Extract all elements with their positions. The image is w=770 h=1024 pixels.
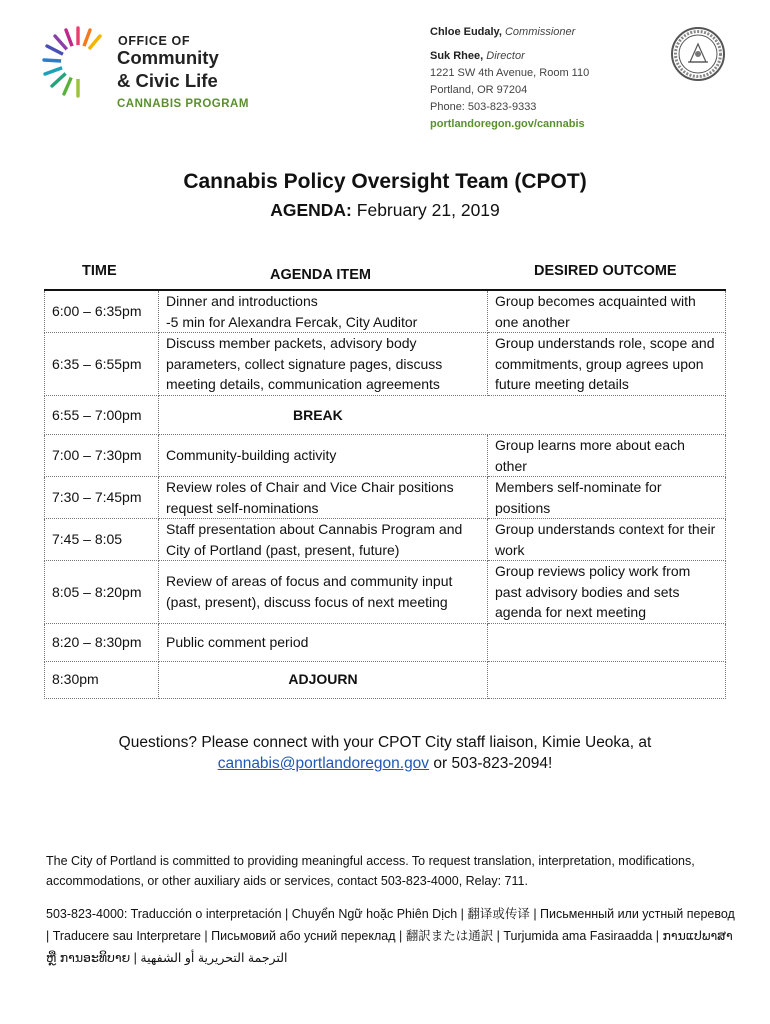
item-cell: Community-building activity <box>159 435 488 477</box>
outcome-cell: Group understands role, scope and commitments, group agrees upon future meeting details <box>488 333 726 396</box>
time-cell: 7:30 – 7:45pm <box>45 477 159 519</box>
page-title: Cannabis Policy Oversight Team (CPOT) <box>183 170 587 193</box>
time-cell: 7:00 – 7:30pm <box>45 435 159 477</box>
table-row <box>45 435 726 477</box>
time-cell: 8:05 – 8:20pm <box>45 561 159 624</box>
item-cell <box>159 290 488 333</box>
director-title: Director <box>486 50 525 62</box>
table-row <box>45 333 726 396</box>
logo-civic-life: & Civic Life <box>117 70 218 91</box>
item-cell: Review of areas of focus and community input (past, present), discuss focus of next meeting <box>159 561 488 624</box>
column-header-agenda-item: AGENDA ITEM <box>270 267 371 283</box>
table-row <box>45 290 726 333</box>
item-line: -5 min for Alexandra Fercak, City Auditor <box>166 313 418 330</box>
language-assistance-line: 503-823-4000: Traducción o interpretación | Chuyển Ngữ hoặc Phiên Dịch | 翻译或传译 | Письменный или устный перевод | Traducere sau Interpretare | Письмовий або усний переклад | 翻訳または通訳 | Turjumida ama Fasiraadda | ການແປພາສາ ຫຼື ການອະທິບາຍ | الترجمة التحريرية أو الشفهية <box>46 907 735 965</box>
agenda-table <box>44 289 726 699</box>
questions-line-1: Questions? Please connect with your CPOT City staff liaison, Kimie Ueoka, at <box>118 734 652 751</box>
table-row <box>45 477 726 519</box>
table-row <box>45 661 726 698</box>
outcome-cell <box>488 623 726 661</box>
access-notice: The City of Portland is committed to providing meaningful access. To request translation, interpretation, modifications, accommodations, or other auxiliary aids or services, contact 503-823-4000, Relay: 711. <box>46 854 695 888</box>
outcome-cell: Group reviews policy work from past advisory bodies and sets agenda for next meeting <box>488 561 726 624</box>
commissioner-name: Chloe Eudaly, <box>430 26 502 38</box>
outcome-cell: Group becomes acquainted with one another <box>488 290 726 333</box>
time-cell: 7:45 – 8:05 <box>45 519 159 561</box>
logo-office-of: OFFICE OF <box>118 34 191 48</box>
item-cell: Staff presentation about Cannabis Program and City of Portland (past, present, future) <box>159 519 488 561</box>
column-header-desired-outcome: DESIRED OUTCOME <box>534 263 677 279</box>
phone-line: Phone: 503-823-9333 <box>430 101 537 113</box>
adjourn-cell: ADJOURN <box>159 661 488 698</box>
time-cell: 6:55 – 7:00pm <box>45 396 159 435</box>
column-header-time: TIME <box>82 263 117 279</box>
director-line <box>430 48 589 65</box>
table-row <box>45 623 726 661</box>
item-line: Dinner and introductions <box>166 293 318 309</box>
commissioner-title: Commissioner <box>504 26 576 38</box>
outcome-cell: Members self-nominate for positions <box>488 477 726 519</box>
time-cell: 6:35 – 6:55pm <box>45 333 159 396</box>
time-cell: 6:00 – 6:35pm <box>45 290 159 333</box>
item-cell: Public comment period <box>159 623 488 661</box>
time-cell: 8:30pm <box>45 661 159 698</box>
item-cell: Discuss member packets, advisory body parameters, collect signature pages, discuss meeting details, communication agreements <box>159 333 488 396</box>
sunburst-logo-icon <box>40 24 116 100</box>
outcome-cell: Group learns more about each other <box>488 435 726 477</box>
agenda-label: AGENDA: <box>270 200 352 220</box>
item-cell: Review roles of Chair and Vice Chair positions request self-nominations <box>159 477 488 519</box>
table-row <box>45 561 726 624</box>
address-line-1: 1221 SW 4th Avenue, Room 110 <box>430 67 590 79</box>
agenda-subtitle <box>0 200 770 221</box>
table-row <box>45 396 726 435</box>
address-line-2: Portland, OR 97204 <box>430 84 528 96</box>
website-link[interactable]: portlandoregon.gov/cannabis <box>430 118 585 130</box>
director-name: Suk Rhee, <box>430 50 484 62</box>
logo-community: Community <box>117 47 219 68</box>
questions-line-2 <box>0 753 770 774</box>
agenda-date: February 21, 2019 <box>356 200 500 220</box>
email-link[interactable]: cannabis@portlandoregon.gov <box>217 755 430 772</box>
outcome-cell <box>488 661 726 698</box>
questions-block <box>0 732 770 774</box>
city-seal-icon <box>670 26 726 82</box>
time-cell: 8:20 – 8:30pm <box>45 623 159 661</box>
table-row <box>45 519 726 561</box>
outcome-cell: Group understands context for their work <box>488 519 726 561</box>
commissioner-line <box>430 24 589 48</box>
contact-block <box>430 24 589 133</box>
logo-program: CANNABIS PROGRAM <box>117 98 249 110</box>
break-cell: BREAK <box>159 396 726 435</box>
questions-phone: or 503-823-2094! <box>429 755 553 772</box>
